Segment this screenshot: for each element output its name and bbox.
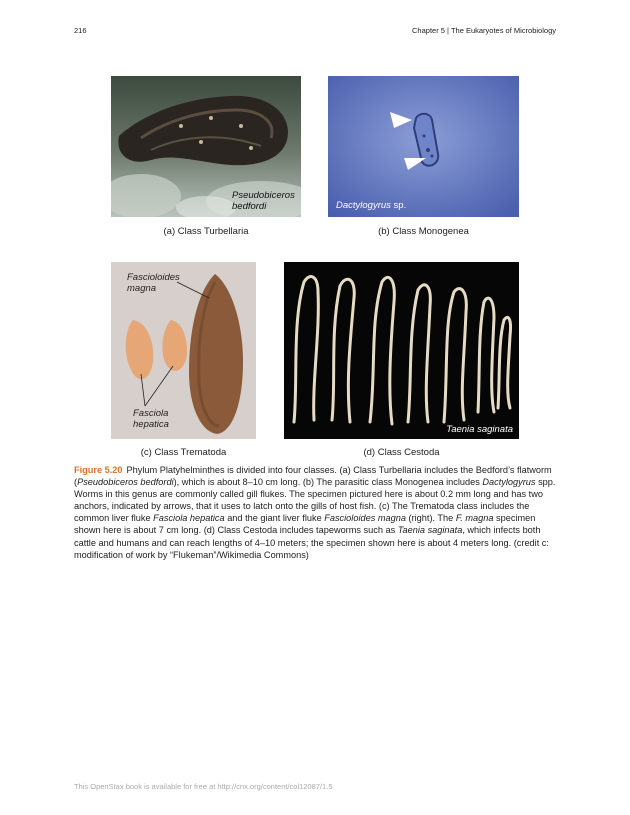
chapter-title: Chapter 5 | The Eukaryotes of Microbiology (412, 26, 556, 35)
photo-turbellaria (111, 76, 301, 217)
figure-caption: Figure 5.20 Phylum Platyhelminthes is divided into four classes. (a) Class Turbellaria includes the Bedford’s flatworm (Pseudobiceros bedfordi), which is about 8–10 cm long. (b) The parasitic class Monogenea includes Dactylogyrus spp. Worms in this genus are commonly called gill flukes. The specimen pictured here is about 0.2 mm long and has two anchors, indicated by arrows, that it uses to latch onto the gills of host fish. (c) The Trematoda class includes the common liver fluke Fasciola hepatica and the giant liver fluke Fascioloides magna (right). The F. magna specimen shown here is about 7 cm long. (d) Class Cestoda includes tapeworms such as Taenia saginata, which infects both cattle and humans and can reach lengths of 4–10 meters; the specimen shown here is about 4 meters long. (credit c: modification of work by “Flukeman”/Wikimedia Commons) (74, 465, 556, 560)
label-fascioloides: Fascioloides magna (127, 272, 180, 294)
caption-monogenea: (b) Class Monogenea (378, 226, 469, 237)
label-dactylogyrus: Dactylogyrus sp. (336, 200, 407, 211)
label-pseudobiceros: Pseudobiceros bedfordi (232, 190, 295, 212)
figure-label: Figure 5.20 (74, 465, 123, 475)
page-footer: This OpenStax book is available for free at http://cnx.org/content/col12087/1.5 (74, 782, 333, 791)
caption-turbellaria: (a) Class Turbellaria (163, 226, 249, 237)
label-fasciola: Fasciola hepatica (133, 408, 169, 430)
page-header (74, 26, 556, 38)
photo-cestoda (284, 262, 519, 439)
label-taenia: Taenia saginata (446, 424, 513, 435)
page-number: 216 (74, 26, 87, 35)
caption-cestoda: (d) Class Cestoda (363, 447, 440, 458)
caption-trematoda: (c) Class Trematoda (140, 447, 227, 458)
photo-trematoda (111, 262, 256, 439)
photo-monogenea (328, 76, 519, 217)
